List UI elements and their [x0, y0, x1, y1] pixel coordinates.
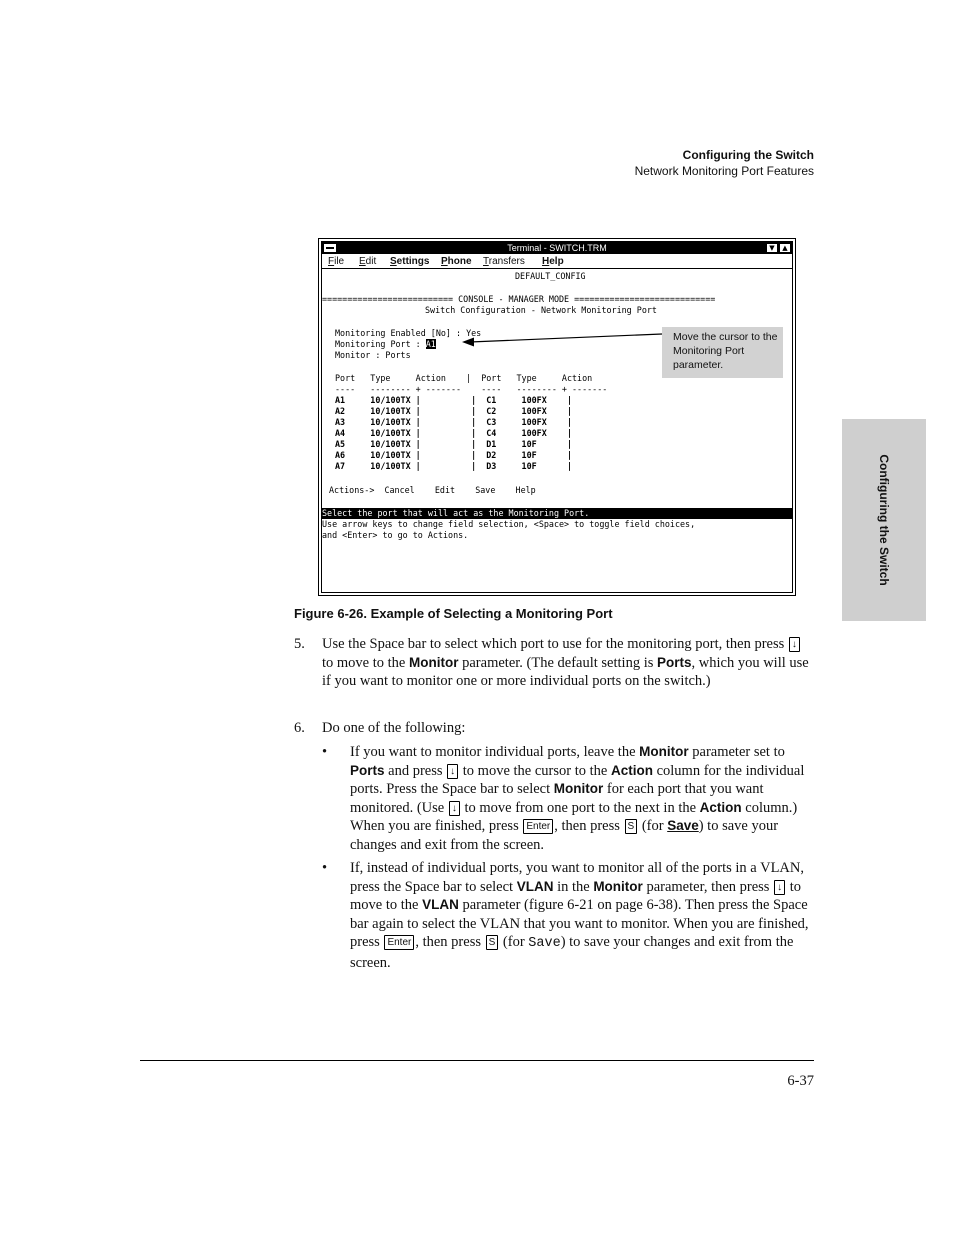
monitoring-port-value[interactable]: A1 — [425, 339, 436, 349]
field-monitoring-port[interactable]: Monitoring Port : A1 — [335, 339, 436, 349]
step-6-text: Do one of the following: — [322, 720, 466, 736]
s-key-icon: S — [486, 935, 499, 950]
field-monitoring-enabled[interactable]: Monitoring Enabled [No] : Yes — [335, 328, 482, 338]
field-monitor[interactable]: Monitor : Ports — [335, 350, 411, 360]
enter-key-icon: Enter — [523, 819, 553, 834]
figure-caption: Figure 6-26. Example of Selecting a Monitoring Port — [294, 606, 613, 621]
side-tab-label: Configuring the Switch — [877, 454, 891, 586]
menu-file[interactable]: File — [328, 256, 345, 267]
down-arrow-key-icon: ↓ — [789, 637, 800, 652]
step-number: 6. — [294, 720, 305, 736]
screen-title: Switch Configuration - Network Monitoring Port — [425, 305, 657, 315]
bullet-mark: • — [322, 860, 328, 876]
callout-box: Move the cursor to the Monitoring Port parameter. — [662, 327, 783, 378]
section-title: Network Monitoring Port Features — [634, 164, 814, 178]
bullet-mark: • — [322, 744, 328, 760]
chapter-title: Configuring the Switch — [682, 148, 814, 162]
step-number: 5. — [294, 636, 305, 652]
terminal-title: Terminal - SWITCH.TRM — [507, 243, 607, 253]
table-row[interactable]: A1 10/100TX | | C1 100FX | — [335, 395, 572, 405]
menu-settings[interactable]: Settings — [390, 256, 430, 267]
table-row[interactable]: A4 10/100TX | | C4 100FX | — [335, 428, 572, 438]
table-row[interactable]: A2 10/100TX | | C2 100FX | — [335, 406, 572, 416]
help-line: Use arrow keys to change field selection, <Space> to toggle field choices, — [322, 519, 696, 529]
enter-key-icon: Enter — [384, 935, 414, 950]
port-table-header: Port Type Action | Port Type Action — [335, 373, 593, 383]
help-line: and <Enter> to go to Actions. — [322, 530, 469, 540]
actions-line[interactable]: Actions-> Cancel Edit Save Help — [329, 485, 536, 495]
down-arrow-key-icon: ↓ — [449, 801, 460, 816]
table-row[interactable]: A3 10/100TX | | C3 100FX | — [335, 417, 572, 427]
bullet-2-text: If, instead of individual ports, you want to monitor all of the ports in a VLAN, press the Space bar to select VLAN in the Monitor parameter, then press ↓ to move to the VLAN parameter (figure 6-21 on page 6-38). Then press the Space bar again to select the VLAN that you want to monitor. When you are finished, press Enter , then press S (for Save) to save your changes and exit from the screen. — [350, 860, 809, 971]
table-row[interactable]: A5 10/100TX | | D1 10F | — [335, 439, 572, 449]
page-number: 6-37 — [787, 1073, 814, 1089]
port-table-divider: ---- -------- + ------- ---- -------- + ------- — [335, 384, 608, 394]
menu-help[interactable]: Help — [542, 256, 564, 267]
menu-transfers[interactable]: Transfers — [483, 256, 525, 267]
minimize-icon[interactable]: ▼ — [766, 243, 778, 253]
menu-phone[interactable]: Phone — [441, 256, 472, 267]
down-arrow-key-icon: ↓ — [447, 764, 458, 779]
maximize-icon[interactable]: ▲ — [779, 243, 791, 253]
table-row[interactable]: A6 10/100TX | | D2 10F | — [335, 450, 572, 460]
menu-edit[interactable]: Edit — [359, 256, 377, 267]
s-key-icon: S — [625, 819, 638, 834]
config-name: DEFAULT_CONFIG — [515, 271, 586, 281]
status-line: Select the port that will act as the Monitoring Port. — [322, 508, 792, 519]
console-banner: ========================== CONSOLE - MANAGER MODE ============================ — [322, 294, 716, 304]
bullet-1-text: If you want to monitor individual ports, leave the Monitor parameter set to Ports and press ↓ to move the cursor to the Action column for the individual ports. Press the Space bar to select Monitor for each port that you want monitored. (Use ↓ to move from one port to the next in the Action column.) When you are finished, press Enter , then press S (for Save) to save your changes and exit from the screen. — [350, 744, 805, 853]
footer-rule — [140, 1060, 814, 1061]
table-row[interactable]: A7 10/100TX | | D3 10F | — [335, 461, 572, 471]
down-arrow-key-icon: ↓ — [774, 880, 785, 895]
step-5-text: Use the Space bar to select which port to use for the monitoring port, then press ↓ to move to the Monitor parameter. (The default setting is Ports, which you will use if you want to monitor one or more individual ports on the switch.) — [322, 636, 809, 690]
